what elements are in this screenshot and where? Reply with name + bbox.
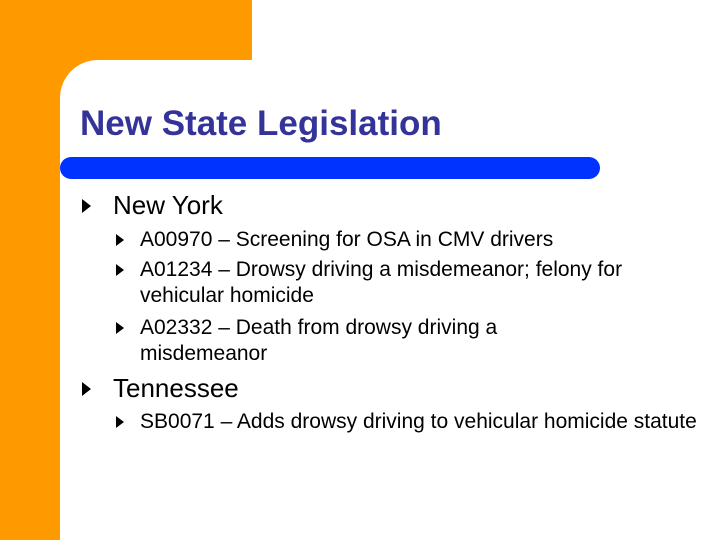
arrow-bullet-icon bbox=[116, 409, 140, 428]
sub-bullet-label: A02332 – Death from drowsy driving a misdemeanor bbox=[140, 316, 498, 365]
bullet-label: Tennessee bbox=[113, 373, 239, 403]
sub-bullet-label: A00970 – Screening for OSA in CMV drivers bbox=[140, 228, 554, 251]
arrow-bullet-icon bbox=[82, 190, 113, 213]
sub-bullet-label: A01234 – Drowsy driving a misdemeanor; felony for vehicular homicide bbox=[140, 258, 623, 307]
arrow-bullet-icon bbox=[116, 315, 140, 334]
arrow-bullet-icon bbox=[116, 227, 140, 246]
bullet-new-york bbox=[82, 190, 223, 220]
arrow-bullet-icon bbox=[116, 257, 140, 276]
sub-bullet-a02332 bbox=[116, 315, 560, 367]
sub-bullet-a00970 bbox=[116, 227, 700, 253]
sub-bullet-sb0071 bbox=[116, 409, 700, 435]
bullet-label: New York bbox=[113, 190, 223, 220]
slide-title: New State Legislation bbox=[80, 104, 442, 143]
bullet-tennessee bbox=[82, 373, 239, 403]
sub-bullet-label: SB0071 – Adds drowsy driving to vehicular homicide statute bbox=[140, 410, 697, 433]
title-underline-bar bbox=[60, 157, 600, 179]
arrow-bullet-icon bbox=[82, 373, 113, 396]
sub-bullet-a01234 bbox=[116, 257, 700, 309]
